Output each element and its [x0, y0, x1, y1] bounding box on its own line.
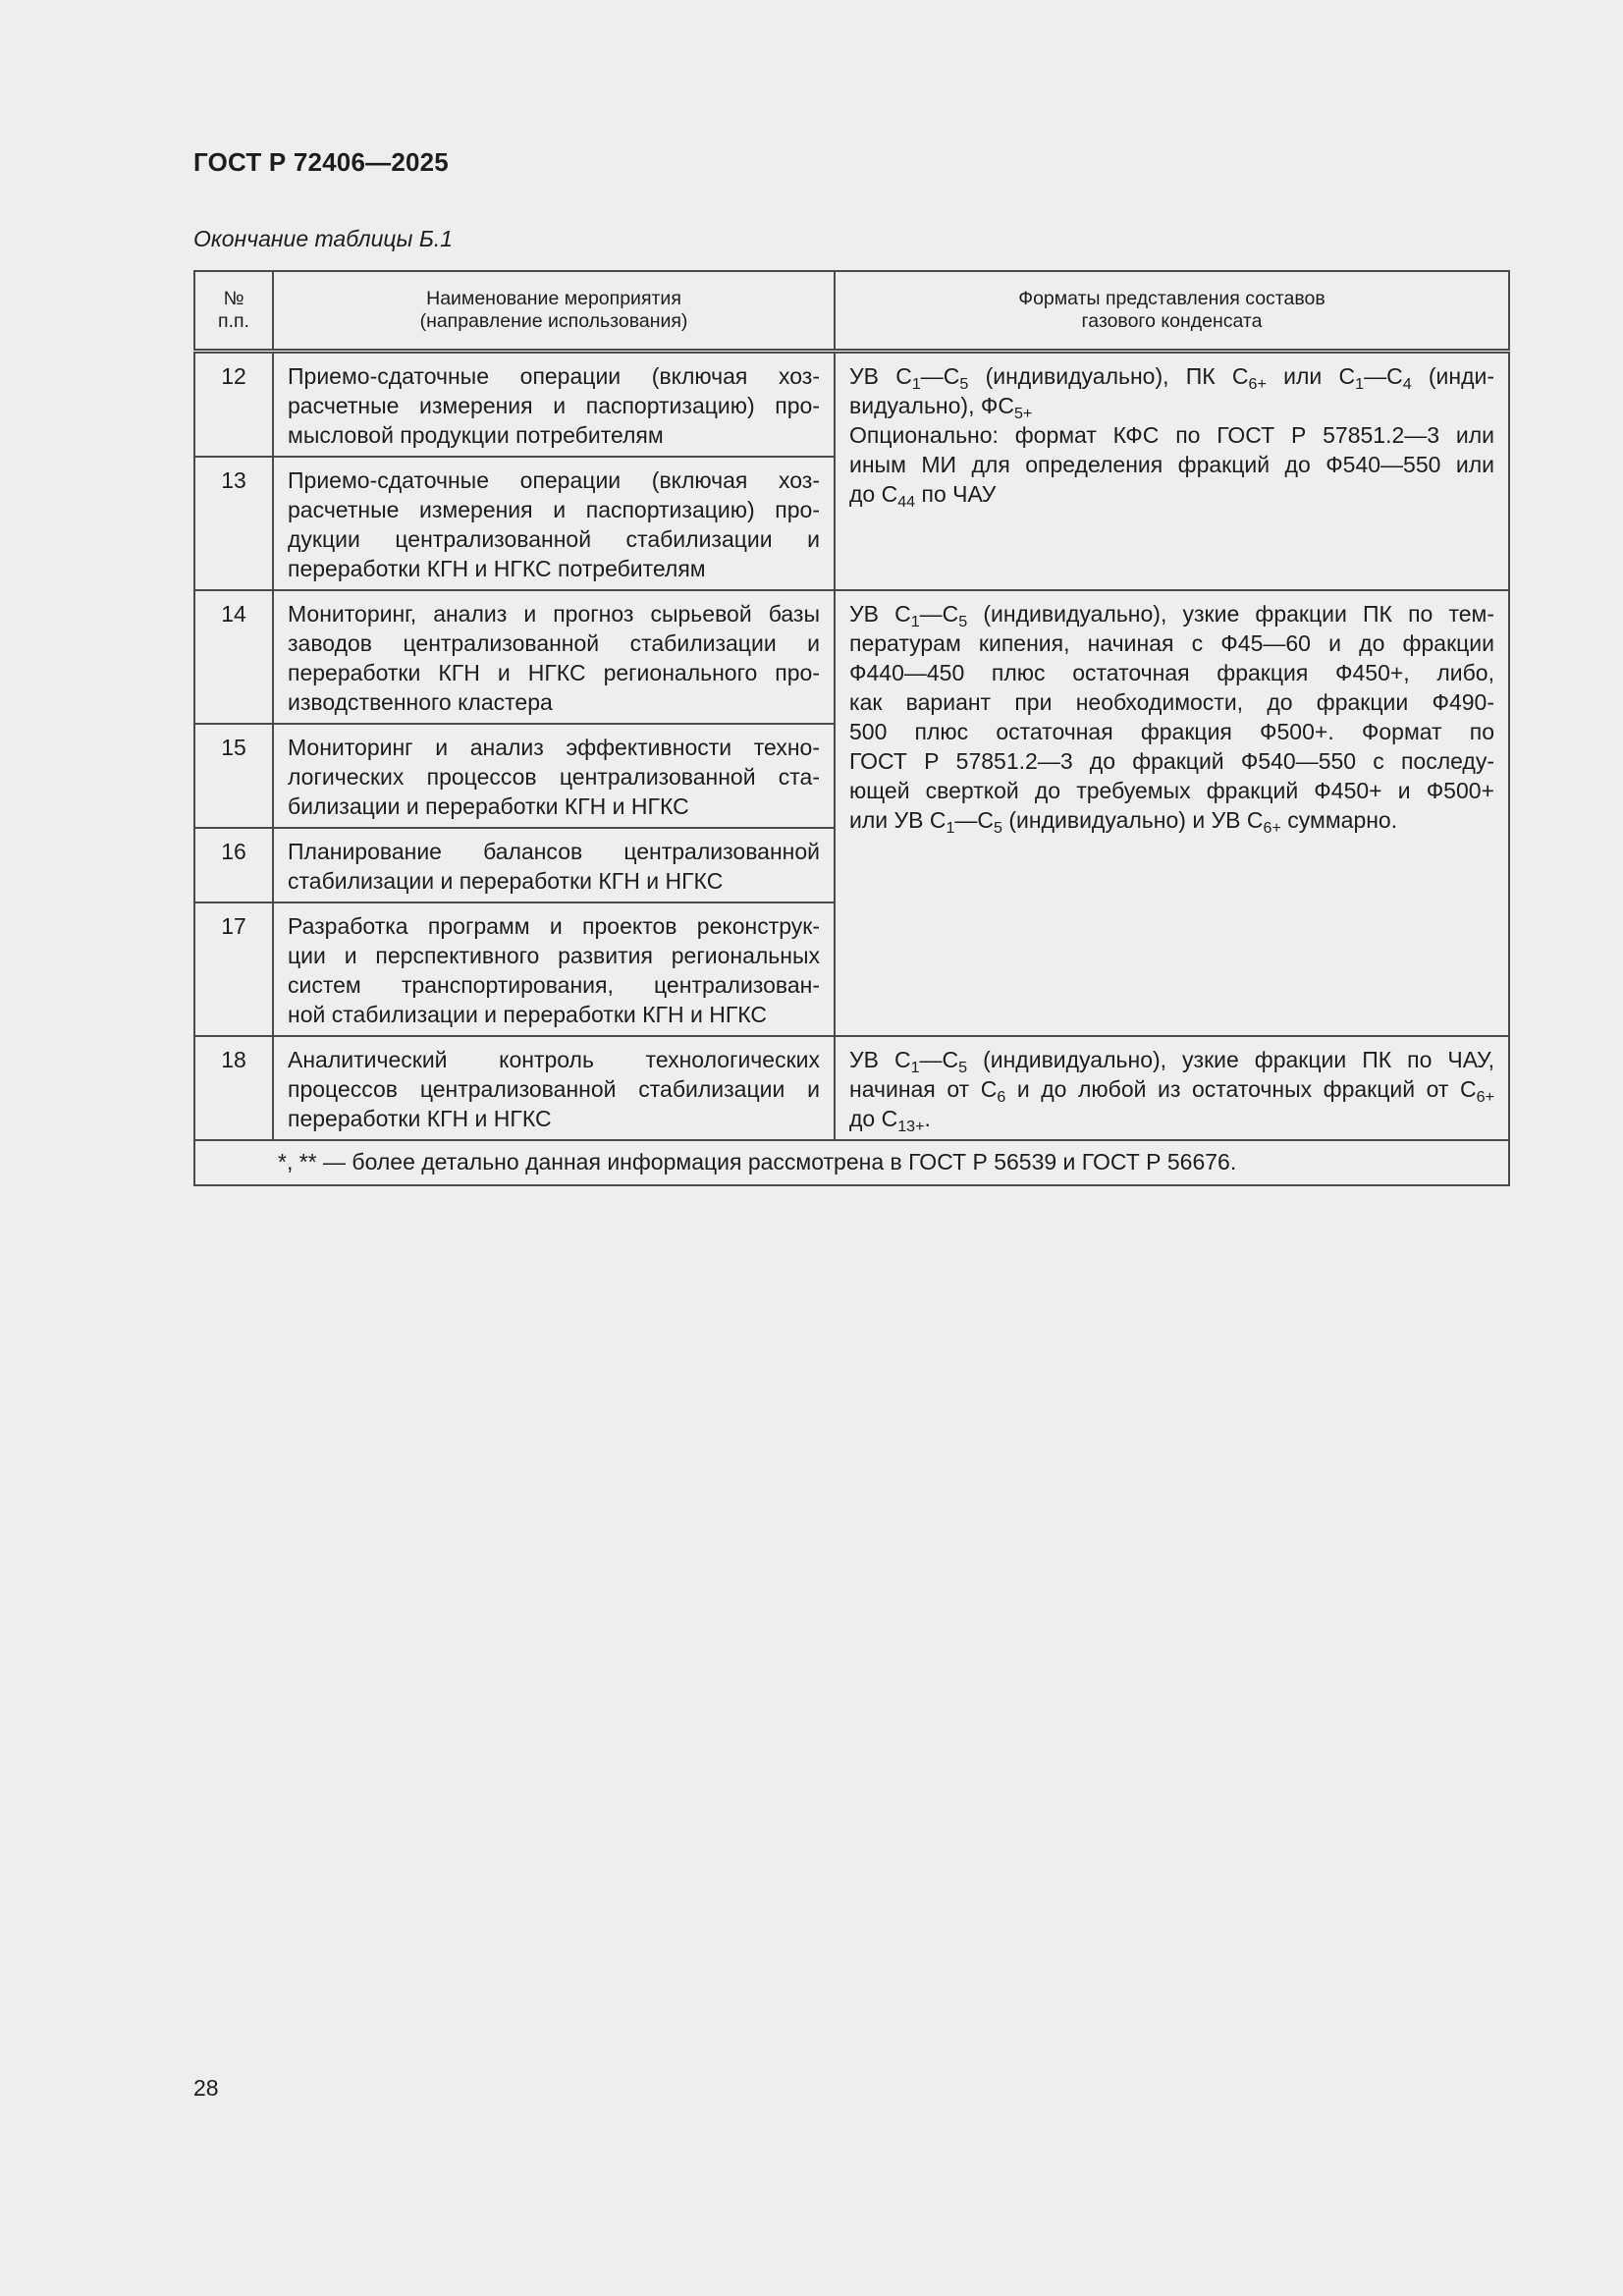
row-name — [273, 1036, 835, 1140]
row-name-line: Аналитический контроль технологических — [288, 1047, 820, 1072]
row-name — [273, 724, 835, 828]
row-name-line: Мониторинг и анализ эффективности техно- — [288, 735, 820, 760]
row-name-line: переработки КГН и НГКС регионального про- — [288, 660, 820, 685]
format-line: Опционально: формат КФС по ГОСТ Р 57851.2—3 или — [849, 422, 1494, 448]
format-line: ГОСТ Р 57851.2—3 до фракций Ф540—550 с последу- — [849, 748, 1494, 774]
table-header-row — [194, 271, 1509, 352]
row-number: 14 — [194, 590, 273, 724]
row-name-line: изводственного кластера — [288, 689, 553, 715]
data-table — [193, 270, 1510, 1186]
row-name-line: дукции централизованной стабилизации и — [288, 526, 820, 552]
col-header-name-line2: (направление использования) — [419, 310, 688, 332]
table-row — [194, 1036, 1509, 1140]
row-name-line: ции и перспективного развития региональных — [288, 943, 820, 968]
col-header-format — [835, 271, 1509, 352]
row-number: 12 — [194, 352, 273, 458]
row-number: 15 — [194, 724, 273, 828]
col-header-format-line1: Форматы представления составов — [1018, 288, 1325, 309]
col-header-format-line2: газового конденсата — [1081, 310, 1263, 332]
col-header-number-line2: п.п. — [218, 310, 249, 332]
footnote-row — [194, 1140, 1509, 1185]
row-name-line: процессов централизованной стабилизации и — [288, 1076, 820, 1102]
row-number: 16 — [194, 828, 273, 902]
row-number: 13 — [194, 457, 273, 590]
format-line: УВ $С_1—С_5$ (индивидуально), узкие фракции ПК по тем- — [849, 601, 1494, 630]
row-name-line: Приемо-сдаточные операции (включая хоз- — [288, 467, 820, 493]
row-name-line: билизации и переработки КГН и НГКС — [288, 793, 689, 819]
col-header-name — [273, 271, 835, 352]
format-line: иным МИ для определения фракций до Ф540—550 или — [849, 452, 1494, 477]
row-name-line: систем транспортирования, централизован- — [288, 972, 820, 998]
format-cell-a — [835, 352, 1509, 591]
format-line: до $С_{44}$ по ЧАУ — [849, 481, 997, 511]
table-caption: Окончание таблицы Б.1 — [193, 226, 454, 251]
row-name-line: стабилизации и переработки КГН и НГКС — [288, 868, 724, 894]
row-name-line: Мониторинг, анализ и прогноз сырьевой базы — [288, 601, 820, 627]
row-number: 18 — [194, 1036, 273, 1140]
row-name — [273, 590, 835, 724]
row-name-line: Планирование балансов централизованной — [288, 839, 820, 864]
format-cell-b — [835, 590, 1509, 1036]
document-code-header: ГОСТ Р 72406—2025 — [193, 147, 449, 177]
format-line: пературам кипения, начиная с Ф45—60 и до фракции — [849, 630, 1494, 656]
row-name-line: заводов централизованной стабилизации и — [288, 630, 820, 656]
format-cell-c — [835, 1036, 1509, 1140]
row-name — [273, 828, 835, 902]
col-header-name-line1: Наименование мероприятия — [426, 288, 681, 309]
row-name-line: расчетные измерения и паспортизацию) про- — [288, 497, 820, 522]
row-name-line: мысловой продукции потребителям — [288, 422, 664, 448]
col-header-number — [194, 271, 273, 352]
table-row — [194, 352, 1509, 458]
format-line: 500 плюс остаточная фракция Ф500+. Формат по — [849, 719, 1494, 744]
row-name-line: расчетные измерения и паспортизацию) про- — [288, 393, 820, 418]
format-line: начиная от $С_6$ и до любой из остаточных фракций от $С_{6+}$ — [849, 1076, 1494, 1106]
table-row — [194, 590, 1509, 724]
page-number: 28 — [193, 2075, 219, 2101]
format-line: или УВ $С_1—С_5$ (индивидуально) и УВ $С_{6+}$ суммарно. — [849, 807, 1398, 837]
row-name — [273, 352, 835, 458]
row-number: 17 — [194, 902, 273, 1036]
row-name-line: переработки КГН и НГКС — [288, 1106, 552, 1131]
format-line: ющей сверткой до требуемых фракций Ф450+ и Ф500+ — [849, 778, 1494, 803]
format-line: УВ $С_1—С_5$ (индивидуально), узкие фракции ПК по ЧАУ, — [849, 1047, 1494, 1076]
row-name-line: ной стабилизации и переработки КГН и НГКС — [288, 1002, 768, 1027]
table-footnote: *, ** — более детально данная информация рассмотрена в ГОСТ Р 56539 и ГОСТ Р 56676. — [194, 1140, 1509, 1185]
row-name — [273, 457, 835, 590]
row-name-line: логических процессов централизованной ста- — [288, 764, 820, 790]
format-line: видуально), $ФС_{5+}$ — [849, 393, 1033, 422]
row-name — [273, 902, 835, 1036]
format-line: Ф440—450 плюс остаточная фракция Ф450+, либо, — [849, 660, 1494, 685]
row-name-line: Разработка программ и проектов реконструк- — [288, 913, 820, 939]
row-name-line: переработки КГН и НГКС потребителям — [288, 556, 706, 581]
format-line: до $С_{13+}$. — [849, 1106, 931, 1135]
col-header-number-line1: № — [223, 288, 244, 309]
format-line: УВ $С_1—С_5$ (индивидуально), ПК $С_{6+}$ или $С_1—С_4$ (инди- — [849, 363, 1495, 393]
format-line: как вариант при необходимости, до фракции Ф490- — [849, 689, 1494, 715]
row-name-line: Приемо-сдаточные операции (включая хоз- — [288, 363, 820, 389]
